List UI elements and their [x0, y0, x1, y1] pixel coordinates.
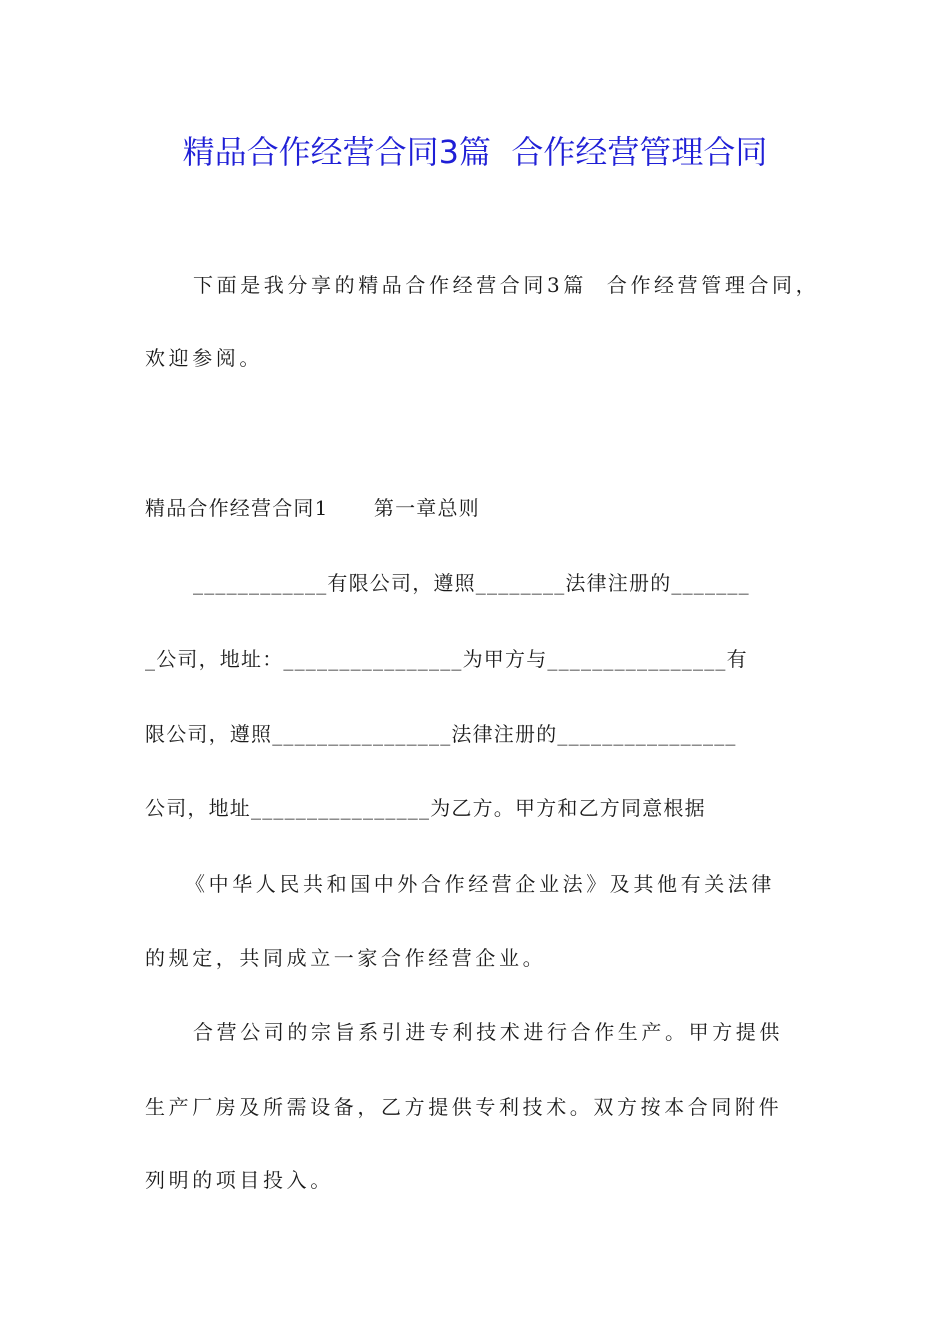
party-clause-line-2: _公司，地址：________________为甲方与________________有 [145, 647, 748, 671]
purpose-clause-line-1: 合营公司的宗旨系引进专利技术进行合作生产。甲方提供 [193, 1020, 783, 1044]
purpose-clause-line-2: 生产厂房及所需设备，乙方提供专利技术。双方按本合同附件 [145, 1095, 783, 1119]
party-clause-line-1: ____________有限公司，遵照________法律注册的_______ [193, 571, 750, 595]
law-clause-line-1: 《中华人民共和国中外合作经营企业法》及其他有关法律 [185, 872, 775, 896]
document-title: 精品合作经营合同3篇 合作经营管理合同 [182, 133, 768, 171]
party-clause-line-4: 公司，地址________________为乙方。甲方和乙方同意根据 [145, 796, 706, 820]
section-heading: 精品合作经营合同1 第一章总则 [145, 496, 480, 520]
party-clause-line-3: 限公司，遵照________________法律注册的________________ [145, 722, 737, 746]
purpose-clause-line-3: 列明的项目投入。 [145, 1168, 334, 1192]
intro-line-2: 欢迎参阅。 [145, 346, 263, 370]
intro-line-1: 下面是我分享的精品合作经营合同3篇 合作经营管理合同， [193, 273, 820, 297]
law-clause-line-2: 的规定，共同成立一家合作经营企业。 [145, 946, 547, 970]
